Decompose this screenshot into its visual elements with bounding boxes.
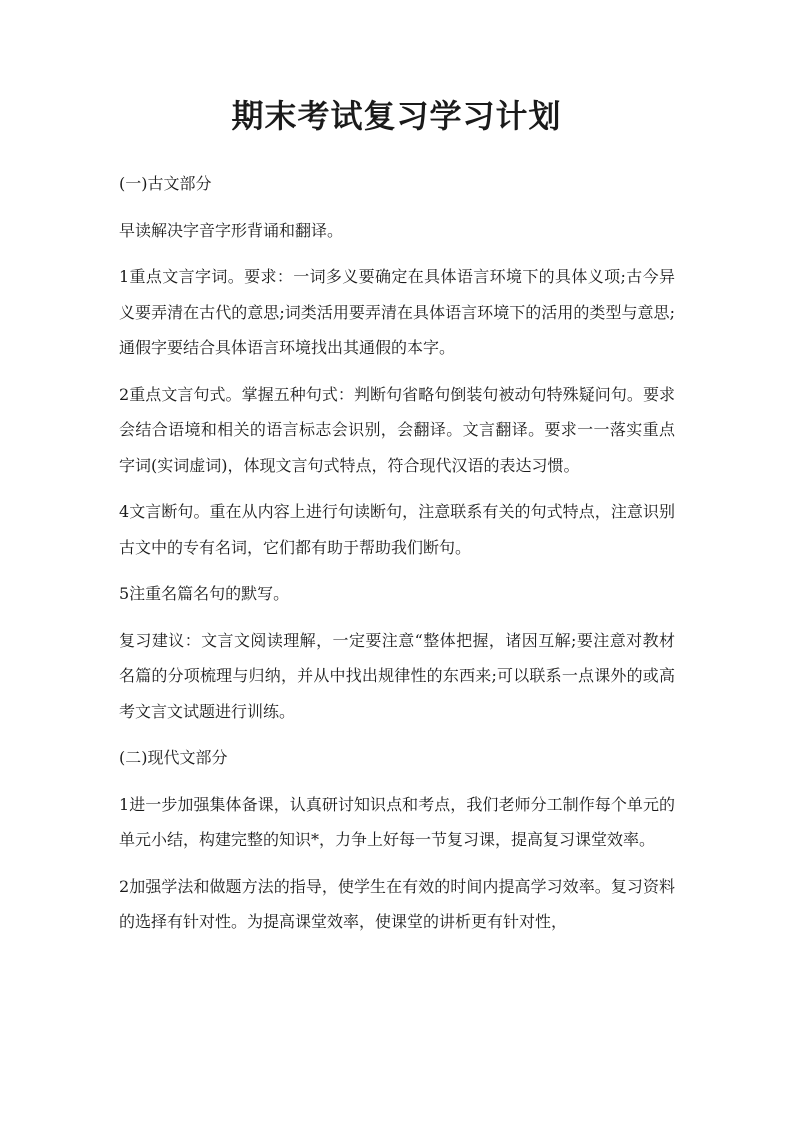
document-body xyxy=(119,166,675,951)
paragraph: 4文言断句。重在从内容上进行句读断句，注意联系有关的句式特点，注意识别古文中的专有名词，它们都有助于帮助我们断句。 xyxy=(119,502,675,557)
section-heading-modern: (二)现代文部分 xyxy=(119,748,228,767)
paragraph: 早读解决字音字形背诵和翻译。 xyxy=(119,220,344,240)
paragraph: 2重点文言句式。掌握五种句式：判断句省略句倒装句被动句特殊疑问句。要求会结合语境和相关的语言标志会识别，会翻译。文言翻译。要求一一落实重点字词(实词虚词)，体现文言句式特点，符合现代汉语的表达习惯。 xyxy=(119,384,675,475)
paragraph: 复习建议：文言文阅读理解，一定要注意“整体把握，诸因互解;要注意对教材名篇的分项梳理与归纳，并从中找出规律性的东西来;可以联系一点课外的或高考文言文试题进行训练。 xyxy=(119,630,675,721)
section-heading-classical: (一)古文部分 xyxy=(119,174,212,193)
paragraph: 5注重名篇名句的默写。 xyxy=(119,584,290,603)
document-title: 期末考试复习学习计划 xyxy=(231,97,562,135)
paragraph: 1重点文言字词。要求：一词多义要确定在具体语言环境下的具体义项;古今异义要弄清在古代的意思;词类活用要弄清在具体语言环境下的活用的类型与意思;通假字要结合具体语言环境找出其通假的本字。 xyxy=(119,267,675,357)
paragraph: 1进一步加强集体备课，认真研讨知识点和考点，我们老师分工制作每个单元的单元小结，构建完整的知识*，力争上好每一节复习课，提高复习课堂效率。 xyxy=(119,794,675,849)
paragraph: 2加强学法和做题方法的指导，使学生在有效的时间内提高学习效率。复习资料的选择有针对性。为提高课堂效率，使课堂的讲析更有针对性， xyxy=(119,876,675,931)
